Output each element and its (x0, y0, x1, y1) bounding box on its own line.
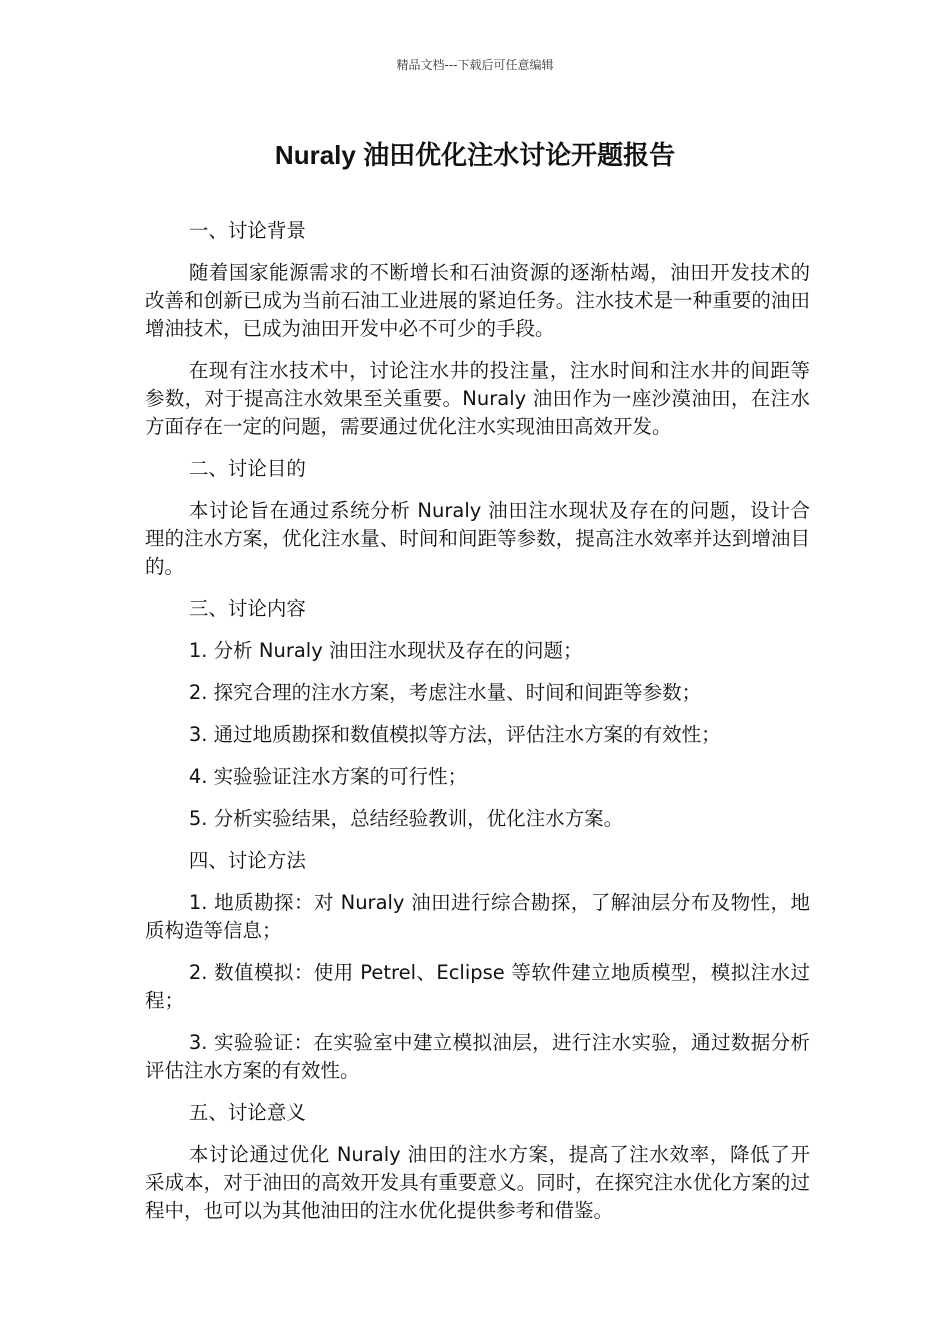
section-heading-purpose: 二、讨论目的 (188, 457, 306, 480)
method-item-3: 3. 实验验证：在实验室中建立模拟油层，进行注水实验，通过数据分析评估注水方案的有效性。 (145, 1031, 810, 1082)
document-title: Nuraly 油田优化注水讨论开题报告 (274, 140, 676, 170)
document-body (145, 217, 810, 1239)
content-item-2: 2. 探究合理的注水方案，考虑注水量、时间和间距等参数； (188, 681, 702, 704)
page-header: 精品文档---下载后可任意编辑 (396, 58, 554, 72)
paragraph-background-2: 在现有注水技术中，讨论注水井的投注量，注水时间和注水井的间距等参数，对于提高注水效果至关重要。Nuraly 油田作为一座沙漠油田，在注水方面存在一定的问题，需要通过优化注水实现油田高效开发。 (145, 359, 810, 438)
content-item-4: 4. 实验验证注水方案的可行性； (188, 765, 468, 788)
method-item-2: 2. 数值模拟：使用 Petrel、Eclipse 等软件建立地质模型，模拟注水过程； (145, 961, 810, 1012)
paragraph-background-1: 随着国家能源需求的不断增长和石油资源的逐渐枯竭，油田开发技术的改善和创新已成为当前石油工业进展的紧迫任务。注水技术是一种重要的油田增油技术，已成为油田开发中必不可少的手段。 (145, 261, 810, 340)
content-item-5: 5. 分析实验结果，总结经验教训，优化注水方案。 (188, 807, 624, 830)
paragraph-significance: 本讨论通过优化 Nuraly 油田的注水方案，提高了注水效率，降低了开采成本，对于油田的高效开发具有重要意义。同时，在探究注水优化方案的过程中，也可以为其他油田的注水优化提供参考和借鉴。 (145, 1143, 810, 1222)
section-heading-methods: 四、讨论方法 (188, 849, 306, 872)
content-item-3: 3. 通过地质勘探和数值模拟等方法，评估注水方案的有效性； (188, 723, 721, 746)
paragraph-purpose: 本讨论旨在通过系统分析 Nuraly 油田注水现状及存在的问题，设计合理的注水方案，优化注水量、时间和间距等参数，提高注水效率并达到增油目的。 (145, 499, 810, 578)
section-heading-background: 一、讨论背景 (188, 219, 306, 242)
section-heading-content: 三、讨论内容 (188, 597, 306, 620)
method-item-1: 1. 地质勘探：对 Nuraly 油田进行综合勘探，了解油层分布及物性，地质构造等信息； (145, 891, 810, 942)
content-item-1: 1. 分析 Nuraly 油田注水现状及存在的问题； (188, 639, 583, 662)
section-heading-significance: 五、讨论意义 (188, 1101, 306, 1124)
